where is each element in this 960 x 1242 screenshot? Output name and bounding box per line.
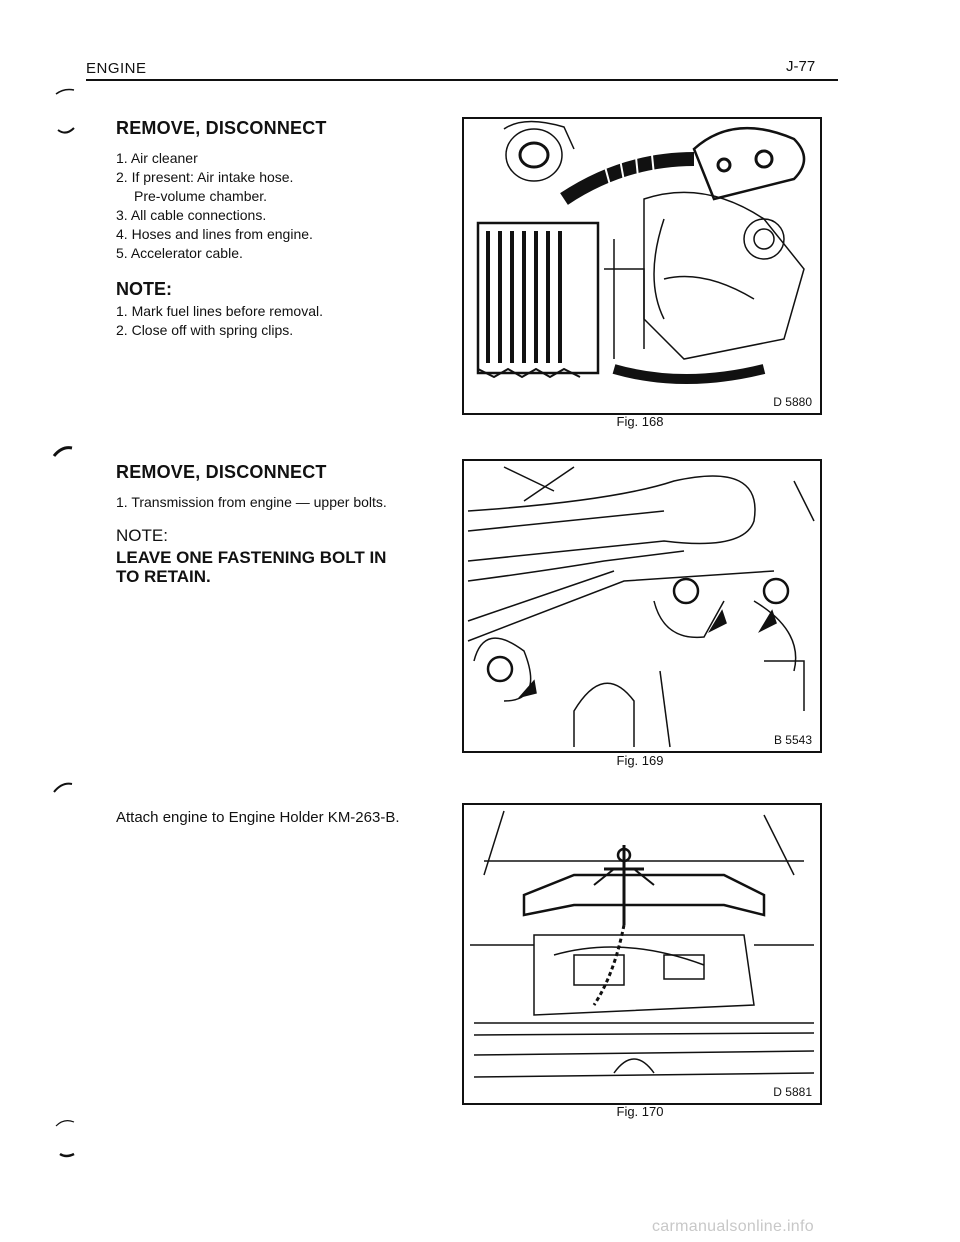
figure-168-caption: Fig. 168: [616, 414, 664, 429]
step-2-note-line-2: TO RETAIN.: [116, 567, 211, 586]
figure-170-caption: Fig. 170: [616, 1104, 664, 1119]
step-1-note-label: NOTE:: [116, 279, 172, 299]
figure-169-caption: Fig. 169: [616, 753, 664, 768]
step-3-text: Attach engine to Engine Holder KM-263-B.: [116, 809, 400, 826]
list-item: 1. Mark fuel lines before removal.: [116, 303, 323, 319]
step-1-heading: REMOVE, DISCONNECT: [116, 118, 327, 138]
list-item: 4. Hoses and lines from engine.: [116, 226, 313, 242]
page-number: J-77: [786, 58, 816, 75]
figure-168-code: D 5880: [773, 395, 812, 409]
margin-mark-3: [50, 778, 80, 798]
margin-mark-4: [52, 1116, 82, 1162]
step-1-items: [116, 149, 436, 263]
figure-168-illustration: [462, 117, 822, 415]
figure-169-code: B 5543: [773, 733, 812, 747]
figure-170-illustration: [462, 803, 822, 1105]
list-item: 2. Close off with spring clips.: [116, 322, 294, 338]
section-title: ENGINE: [86, 60, 147, 77]
step-2-item: 1. Transmission from engine — upper bolts.: [116, 494, 387, 510]
step-2-note-line-1: LEAVE ONE FASTENING BOLT IN: [116, 548, 387, 567]
list-item: 3. All cable connections.: [116, 207, 267, 223]
list-item: 2. If present: Air intake hose.: [116, 169, 294, 185]
step-2-heading: REMOVE, DISCONNECT: [116, 462, 327, 482]
list-item: Pre-volume chamber.: [134, 188, 268, 204]
step-3: [116, 808, 456, 827]
figure-169-illustration: [462, 459, 822, 753]
margin-mark-2: [50, 442, 80, 462]
step-2: [116, 462, 446, 586]
step-1-notes: [116, 302, 436, 340]
watermark: carmanualsonline.info: [652, 1218, 814, 1235]
figure-170-code: D 5881: [773, 1085, 812, 1099]
step-2-note-label: NOTE:: [116, 526, 168, 545]
list-item: 5. Accelerator cable.: [116, 245, 243, 261]
header-rule: [86, 79, 838, 81]
step-1: [116, 118, 436, 340]
margin-mark-1: [52, 86, 82, 142]
list-item: 1. Air cleaner: [116, 150, 198, 166]
